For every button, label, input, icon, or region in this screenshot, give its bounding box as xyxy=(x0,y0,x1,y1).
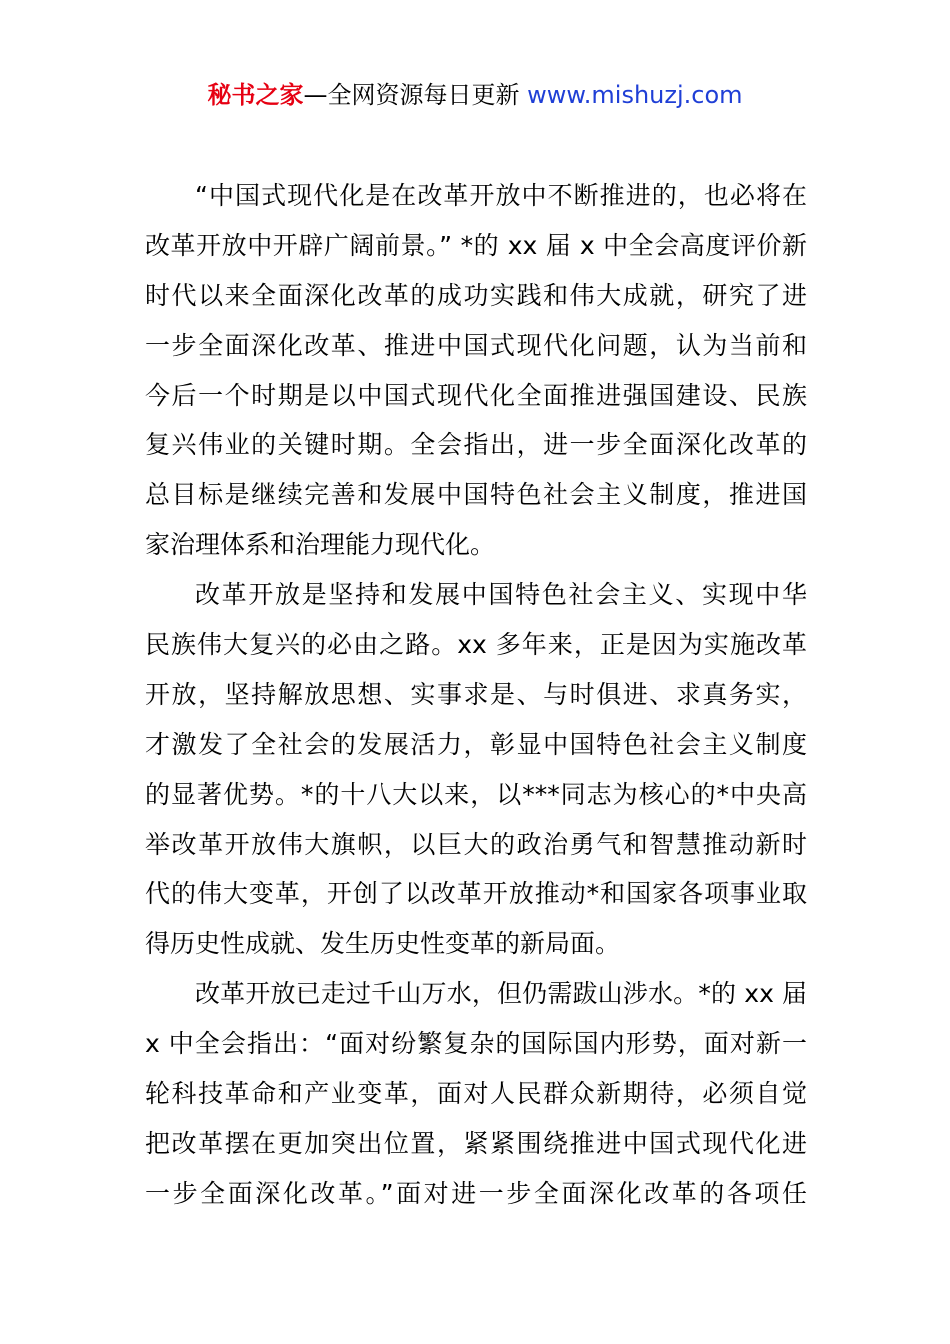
paragraph-1 xyxy=(145,171,807,570)
site-brand: 秘书之家 xyxy=(207,81,304,109)
text-line: 举改革开放伟大旗帜，以巨大的政治勇气和智慧推动新时 xyxy=(145,829,807,859)
document-body xyxy=(145,171,807,1219)
text-line: 一步全面深化改革、推进中国式现代化问题，认为当前和 xyxy=(145,330,807,360)
text-line: 改革开放是坚持和发展中国特色社会主义、实现中华 xyxy=(195,580,807,610)
text-line: 一步全面深化改革。”面对进一步全面深化改革的各项任 xyxy=(145,1178,807,1208)
paragraph-3 xyxy=(145,969,807,1218)
text-line: 才激发了全社会的发展活力，彰显中国特色社会主义制度 xyxy=(145,729,807,759)
paragraph-2 xyxy=(145,570,807,969)
text-line: 改革开放已走过千山万水，但仍需跋山涉水。*的 xx 届 xyxy=(195,979,807,1009)
text-line: 代的伟大变革，开创了以改革开放推动*和国家各项事业取 xyxy=(145,879,807,909)
text-line: 时代以来全面深化改革的成功实践和伟大成就，研究了进 xyxy=(145,280,807,310)
text-line: 轮科技革命和产业变革，面对人民群众新期待，必须自觉 xyxy=(145,1079,807,1109)
text-line: 民族伟大复兴的必由之路。xx 多年来，正是因为实施改革 xyxy=(145,630,807,660)
text-line: 的显著优势。*的十八大以来，以***同志为核心的*中央高 xyxy=(145,779,807,809)
text-line: 家治理体系和治理能力现代化。 xyxy=(145,530,496,560)
site-tagline: —全网资源每日更新 xyxy=(303,81,528,109)
site-url-link[interactable]: www.mishuzj.com xyxy=(527,81,743,109)
text-line: 得历史性成就、发生历史性变革的新局面。 xyxy=(145,929,621,959)
text-line: 开放，坚持解放思想、实事求是、与时俱进、求真务实， xyxy=(145,679,807,709)
text-line: 复兴伟业的关键时期。全会指出，进一步全面深化改革的 xyxy=(145,430,807,460)
site-header xyxy=(0,78,950,112)
text-line: 改革开放中开辟广阔前景。” *的 xx 届 x 中全会高度评价新 xyxy=(145,230,807,260)
text-line: 今后一个时期是以中国式现代化全面推进强国建设、民族 xyxy=(145,380,807,410)
text-line: 把改革摆在更加突出位置，紧紧围绕推进中国式现代化进 xyxy=(145,1128,807,1158)
text-line: x 中全会指出：“面对纷繁复杂的国际国内形势，面对新一 xyxy=(145,1029,807,1059)
text-line: “中国式现代化是在改革开放中不断推进的，也必将在 xyxy=(195,181,807,210)
text-line: 总目标是继续完善和发展中国特色社会主义制度，推进国 xyxy=(145,480,807,510)
